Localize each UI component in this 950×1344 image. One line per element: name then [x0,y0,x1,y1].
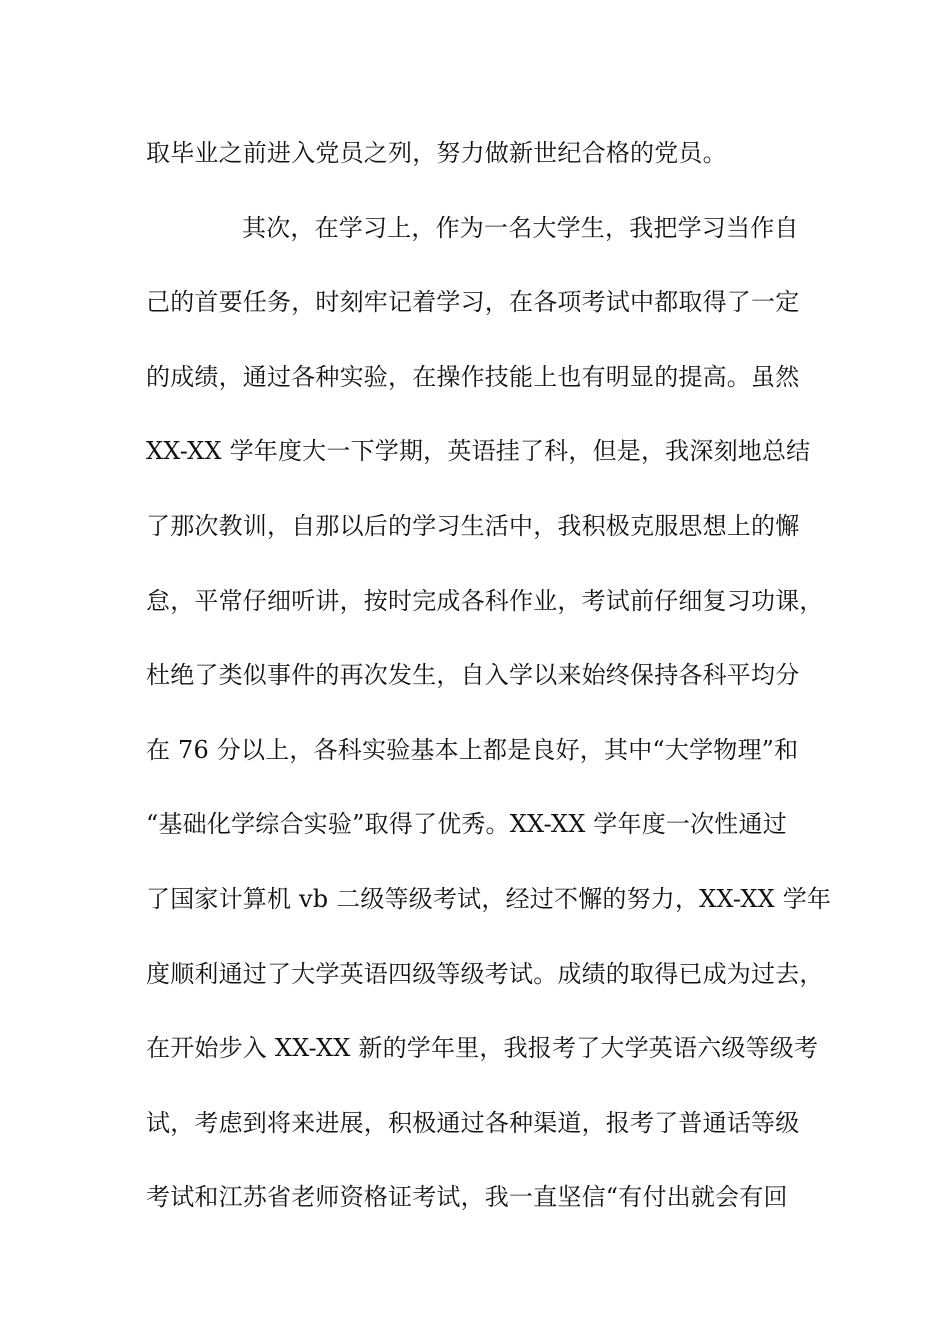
text-line-1: 取毕业之前进入党员之列，努力做新世纪合格的党员。 [146,139,727,167]
text-line-15: 考试和江苏省老师资格证考试，我一直坚信“有付出就会有回 [146,1183,788,1212]
text-line-12: 度顺利通过了大学英语四级等级考试。成绩的取得已成为过去， [146,959,824,988]
text-line-14: 试，考虑到将来进展，积极通过各种渠道，报考了普通话等级 [146,1108,800,1137]
text-line-10: “基础化学综合实验”取得了优秀。XX-XX 学年度一次性通过 [146,810,787,839]
text-line-8: 杜绝了类似事件的再次发生，自入学以来始终保持各科平均分 [146,661,800,690]
document-body [146,128,836,1247]
text-line-4: 的成绩，通过各种实验，在操作技能上也有明显的提高。虽然 [146,362,800,391]
text-line-5: XX-XX 学年度大一下学期，英语挂了科，但是，我深刻地总结 [146,437,811,466]
text-line-3: 己的首要任务，时刻牢记着学习，在各项考试中都取得了一定 [146,288,800,317]
text-line-9: 在 76 分以上，各科实验基本上都是良好，其中“大学物理”和 [146,735,799,764]
text-line-13: 在开始步入 XX-XX 新的学年里，我报考了大学英语六级等级考 [146,1034,819,1063]
text-line-11: 了国家计算机 vb 二级等级考试，经过不懈的努力，XX-XX 学年 [146,884,832,913]
text-line-6: 了那次教训，自那以后的学习生活中，我积极克服思想上的懈 [146,511,800,540]
text-line-2: 其次，在学习上，作为一名大学生，我把学习当作自 [242,213,799,242]
text-line-7: 怠，平常仔细听讲，按时完成各科作业，考试前仔细复习功课， [146,586,824,615]
